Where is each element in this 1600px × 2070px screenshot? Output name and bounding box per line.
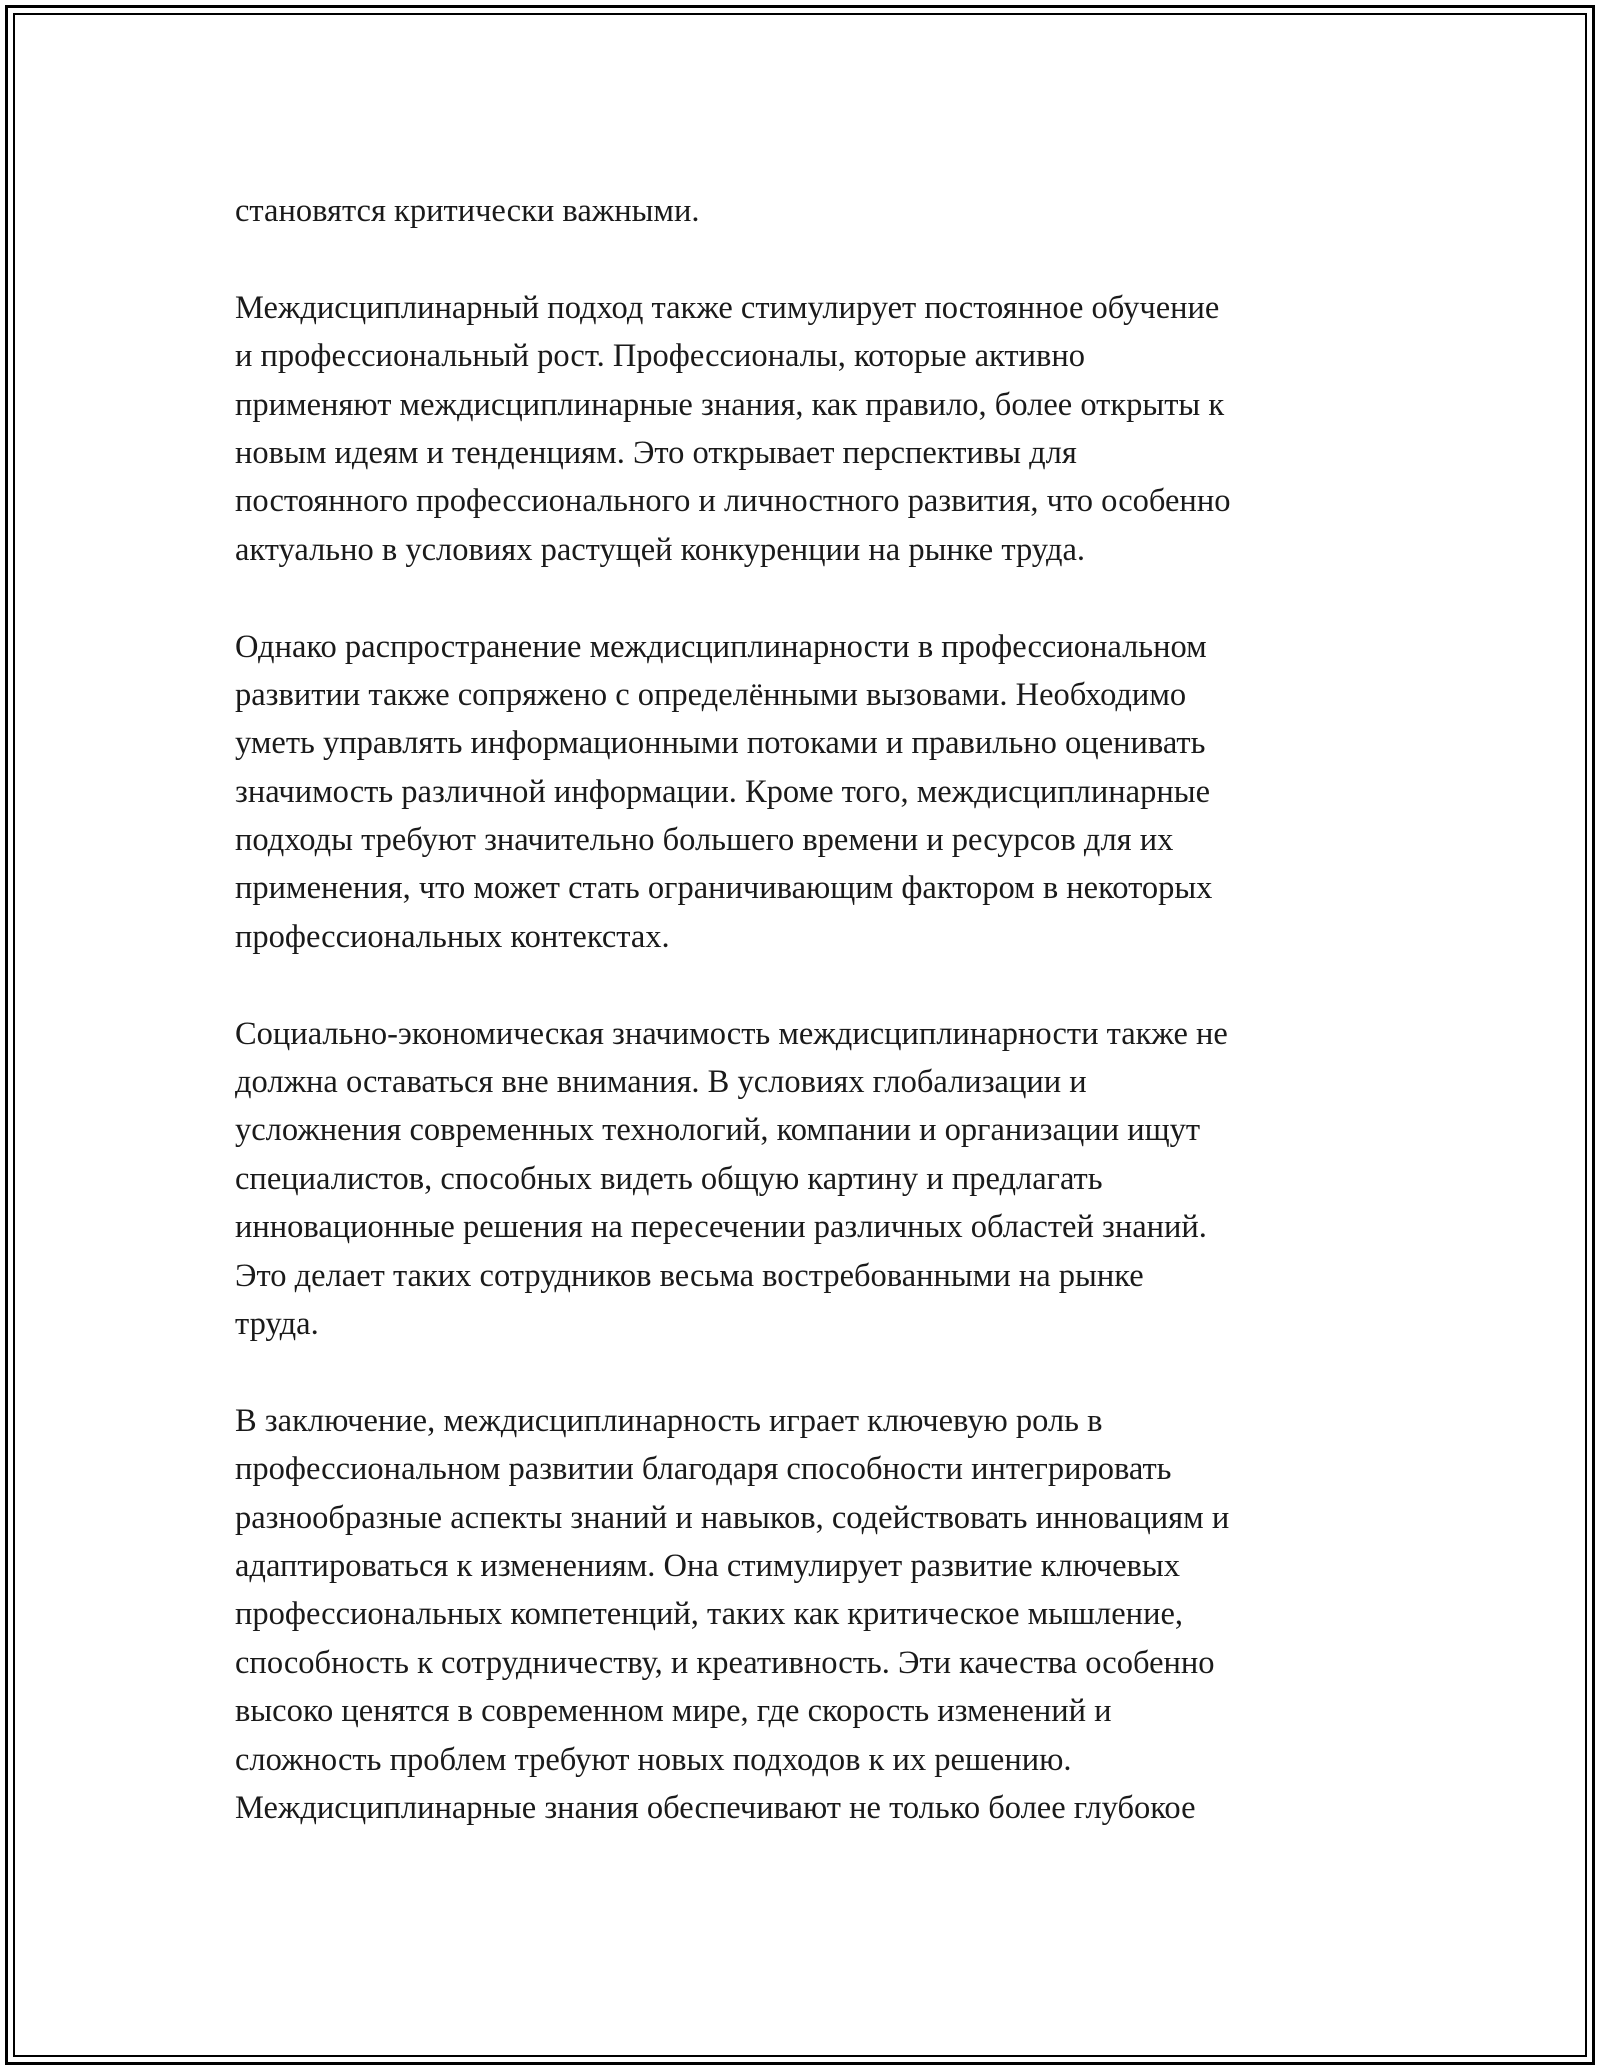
text-line: Междисциплинарные знания обеспечивают не только более глубокое <box>235 1789 1196 1826</box>
text-line: Социально-экономическая значимость междисциплинарности также не <box>235 1015 1228 1052</box>
text-line: инновационные решения на пересечении различных областей знаний. <box>235 1209 1207 1246</box>
text-line: Однако распространение междисциплинарности в профессиональном <box>235 628 1207 665</box>
text-line: уметь управлять информационными потоками и правильно оценивать <box>235 725 1206 762</box>
text-line: высоко ценятся в современном мире, где скорость изменений и <box>235 1693 1112 1730</box>
text-line: профессиональных контекстах. <box>235 918 670 955</box>
text-line: становятся критически важными. <box>235 193 700 229</box>
paragraph <box>235 623 1415 962</box>
paragraph-gap <box>235 235 1415 283</box>
text-line: специалистов, способных видеть общую картину и предлагать <box>235 1160 1103 1197</box>
paragraph-gap <box>235 1348 1415 1396</box>
text-line: сложность проблем требуют новых подходов к их решению. <box>235 1741 1072 1778</box>
text-line: и профессиональный рост. Профессионалы, которые активно <box>235 338 1085 375</box>
paragraph <box>235 1397 1415 1833</box>
text-line: способность к сотрудничеству, и креативность. Эти качества особенно <box>235 1644 1215 1681</box>
text-line: разнообразные аспекты знаний и навыков, содействовать инновациям и <box>235 1499 1230 1536</box>
text-line: значимость различной информации. Кроме того, междисциплинарные <box>235 773 1210 810</box>
text-line: подходы требуют значительно большего времени и ресурсов для их <box>235 822 1174 859</box>
paragraph <box>235 187 1415 235</box>
text-line: развитии также сопряжено с определёнными вызовами. Необходимо <box>235 676 1187 713</box>
text-line: актуально в условиях растущей конкуренции на рынке труда. <box>235 531 1086 568</box>
text-line: В заключение, междисциплинарность играет ключевую роль в <box>235 1402 1103 1439</box>
text-line: применяют междисциплинарные знания, как правило, более открыты к <box>235 386 1225 423</box>
text-line: профессиональных компетенций, таких как критическое мышление, <box>235 1596 1184 1633</box>
text-line: постоянного профессионального и личностного развития, что особенно <box>235 483 1231 520</box>
paragraph <box>235 284 1415 574</box>
text-line: труда. <box>235 1305 319 1342</box>
paragraph-gap <box>235 961 1415 1009</box>
text-line: применения, что может стать ограничивающим фактором в некоторых <box>235 870 1213 907</box>
text-line: должна оставаться вне внимания. В условиях глобализации и <box>235 1064 1087 1101</box>
text-line: Это делает таких сотрудников весьма востребованными на рынке <box>235 1257 1144 1294</box>
text-line: адаптироваться к изменениям. Она стимулирует развитие ключевых <box>235 1547 1180 1584</box>
text-line: новым идеям и тенденциям. Это открывает перспективы для <box>235 434 1077 471</box>
text-line: профессиональном развитии благодаря способности интегрировать <box>235 1451 1172 1488</box>
text-line: Междисциплинарный подход также стимулирует постоянное обучение <box>235 289 1220 326</box>
paragraph-gap <box>235 574 1415 622</box>
text-line: усложнения современных технологий, компании и организации ищут <box>235 1112 1201 1149</box>
document-body <box>235 187 1415 1832</box>
paragraph <box>235 1010 1415 1349</box>
